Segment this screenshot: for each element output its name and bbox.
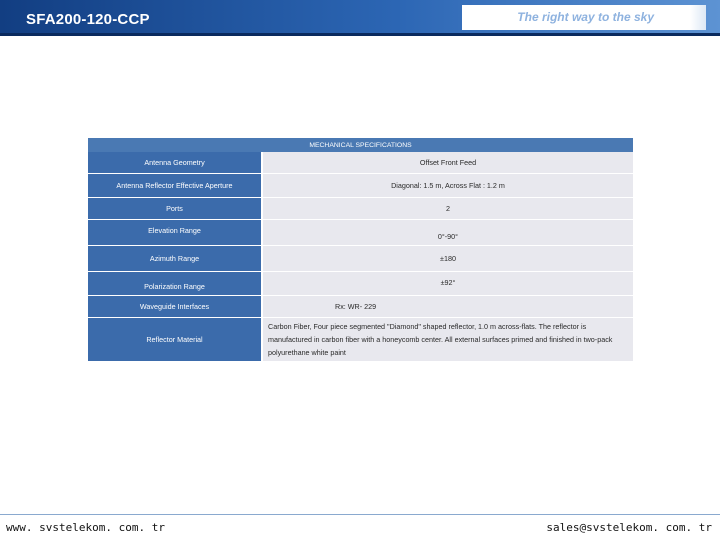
table-title-row: [88, 138, 633, 152]
table-title: MECHANICAL SPECIFICATIONS: [88, 138, 633, 152]
spec-value: ±180: [263, 246, 633, 272]
spec-label: Elevation Range: [88, 220, 263, 246]
spec-label: Polarization Range: [88, 272, 263, 296]
spec-value: Rx: WR- 229: [263, 296, 633, 318]
table-row: [88, 174, 633, 198]
spec-value: Diagonal: 1.5 m, Across Flat : 1.2 m: [263, 174, 633, 198]
mechanical-specifications-table: [88, 138, 633, 362]
table-row: [88, 198, 633, 220]
tagline-box: [462, 5, 706, 30]
spec-label: Ports: [88, 198, 263, 220]
spec-value: Carbon Fiber, Four piece segmented "Diamond" shaped reflector, 1.0 m across-flats. The reflector is manufactured in carbon fiber with a honeycomb center. All external surfaces primed and finished in two-pack polyurethane white paint: [263, 318, 633, 362]
spec-value: 0°-90°: [263, 220, 633, 246]
document-title: SFA200-120-CCP: [26, 11, 150, 28]
footer-website: www. svstelekom. com. tr: [6, 521, 165, 534]
footer-divider: [0, 514, 720, 515]
spec-value: ±92°: [263, 272, 633, 296]
table-row: [88, 152, 633, 174]
spec-value: Offset Front Feed: [263, 152, 633, 174]
tagline-fade: [690, 5, 706, 30]
table-row: [88, 318, 633, 362]
spec-label: Antenna Geometry: [88, 152, 263, 174]
table-row: [88, 220, 633, 246]
spec-label: Azimuth Range: [88, 246, 263, 272]
table-row: [88, 246, 633, 272]
table-row: [88, 272, 633, 296]
spec-label: Antenna Reflector Effective Aperture: [88, 174, 263, 198]
header-underline: [0, 33, 720, 36]
spec-label: Reflector Material: [88, 318, 263, 362]
spec-label: Waveguide Interfaces: [88, 296, 263, 318]
spec-value: 2: [263, 198, 633, 220]
tagline: The right way to the sky: [517, 10, 654, 24]
table-row: [88, 296, 633, 318]
footer-email: sales@svstelekom. com. tr: [546, 521, 712, 534]
